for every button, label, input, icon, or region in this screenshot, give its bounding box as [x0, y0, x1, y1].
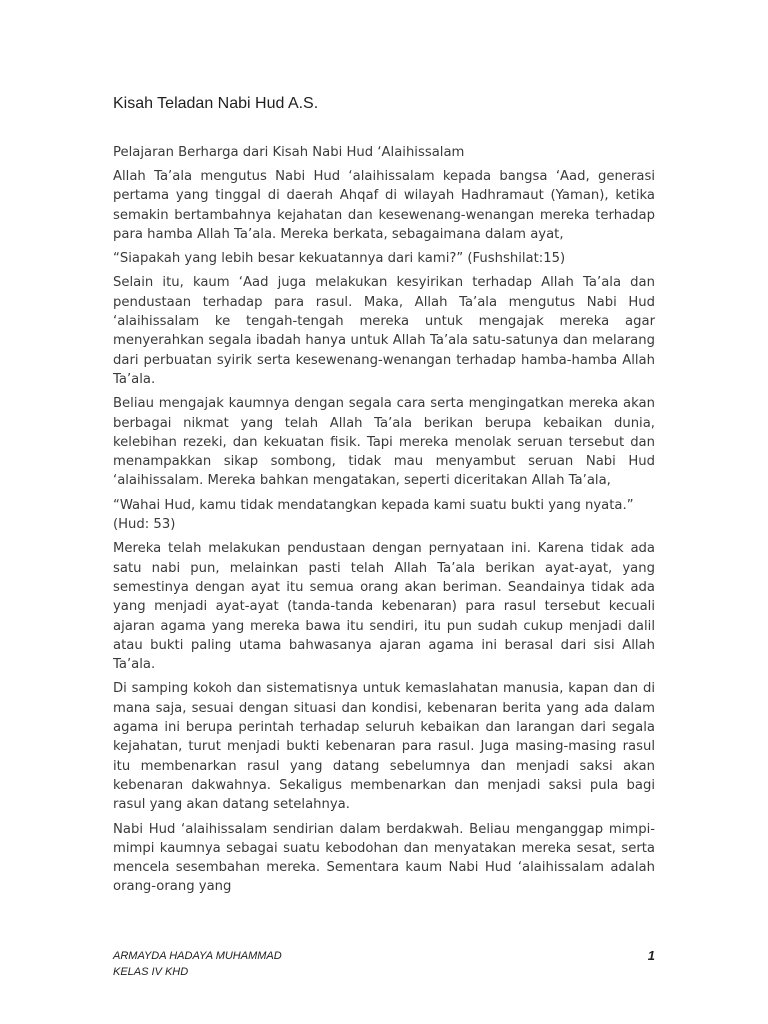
paragraph: Di samping kokoh dan sistematisnya untuk kemaslahatan manusia, kapan dan di mana saja, sesuai dengan situasi dan kondisi, kebenaran berita yang ada dalam agama ini berupa perintah terhadap seluruh kebaikan dan larangan dari segala kejahatan, turut menjadi bukti kebenaran para rasul. Juga masing-masing rasul itu membenarkan rasul yang datang sebelumnya dan menjadi saksi akan kebenaran dakwahnya. Sekaligus membenarkan dan menjadi saksi pula bagi rasul yang akan datang setelahnya.: [113, 681, 655, 813]
page-number: 1: [647, 948, 655, 963]
page-content: [113, 93, 655, 902]
document-subtitle: Pelajaran Berharga dari Kisah Nabi Hud ‘Alaihissalam: [113, 145, 465, 160]
footer-class: KELAS IV KHD: [113, 966, 189, 978]
paragraph: Allah Ta’ala mengutus Nabi Hud ‘alaihissalam kepada bangsa ‘Aad, generasi pertama yang tinggal di daerah Ahqaf di wilayah Hadhramaut (Yaman), ketika semakin bertambahnya kejahatan dan kesewenang-wenangan mereka terhadap para hamba Allah Ta’ala. Mereka berkata, sebagaimana dalam ayat,: [113, 169, 655, 242]
quote-paragraph: “Wahai Hud, kamu tidak mendatangkan kepada kami suatu bukti yang nyata.” (Hud: 53): [113, 497, 634, 533]
footer-author: ARMAYDA HADAYA MUHAMMAD: [113, 950, 282, 962]
paragraph: Selain itu, kaum ‘Aad juga melakukan kesyirikan terhadap Allah Ta’ala dan pendustaan terhadap para rasul. Maka, Allah Ta’ala mengutus Nabi Hud ‘alaihissalam ke tengah-tengah mereka untuk mengajak mereka agar menyerahkan segala ibadah hanya untuk Allah Ta’ala satu-satunya dan melarang dari perbuatan syirik serta kesewenang-wenangan terhadap hamba-hamba Allah Ta’ala.: [113, 275, 655, 387]
paragraph: Mereka telah melakukan pendustaan dengan pernyataan ini. Karena tidak ada satu nabi pun, melainkan pasti telah Allah Ta’ala berikan ayat-ayat, yang semestinya dengan ayat itu semua orang akan beriman. Seandainya tidak ada yang menjadi ayat-ayat (tanda-tanda kebenaran) para rasul tersebut kecuali ajaran agama yang mereka bawa itu sendiri, itu pun sudah cukup menjadi dalil atau bukti paling utama bahwasanya ajaran agama ini berasal dari sisi Allah Ta’ala.: [113, 541, 655, 673]
paragraph: Nabi Hud ‘alaihissalam sendirian dalam berdakwah. Beliau menganggap mimpi-mimpi kaumnya sebagai suatu kebodohan dan menyatakan mereka sesat, serta mencela sesembahan mereka. Sementara kaum Nabi Hud ‘alaihissalam adalah orang-orang yang: [113, 821, 655, 895]
quote-paragraph: “Siapakah yang lebih besar kekuatannya dari kami?” (Fushshilat:15): [113, 251, 566, 267]
page-footer: [113, 948, 655, 980]
paragraph: Beliau mengajak kaumnya dengan segala cara serta mengingatkan mereka akan berbagai nikmat yang telah Allah Ta’ala berikan berupa kebaikan dunia, kelebihan rezeki, dan kekuatan fisik. Tapi mereka menolak seruan tersebut dan menampakkan sikap sombong, tidak mau menyambut seruan Nabi Hud ‘alaihissalam. Mereka bahkan mengatakan, seperti diceritakan Allah Ta’ala,: [113, 396, 655, 489]
document-title: Kisah Teladan Nabi Hud A.S.: [113, 95, 319, 112]
